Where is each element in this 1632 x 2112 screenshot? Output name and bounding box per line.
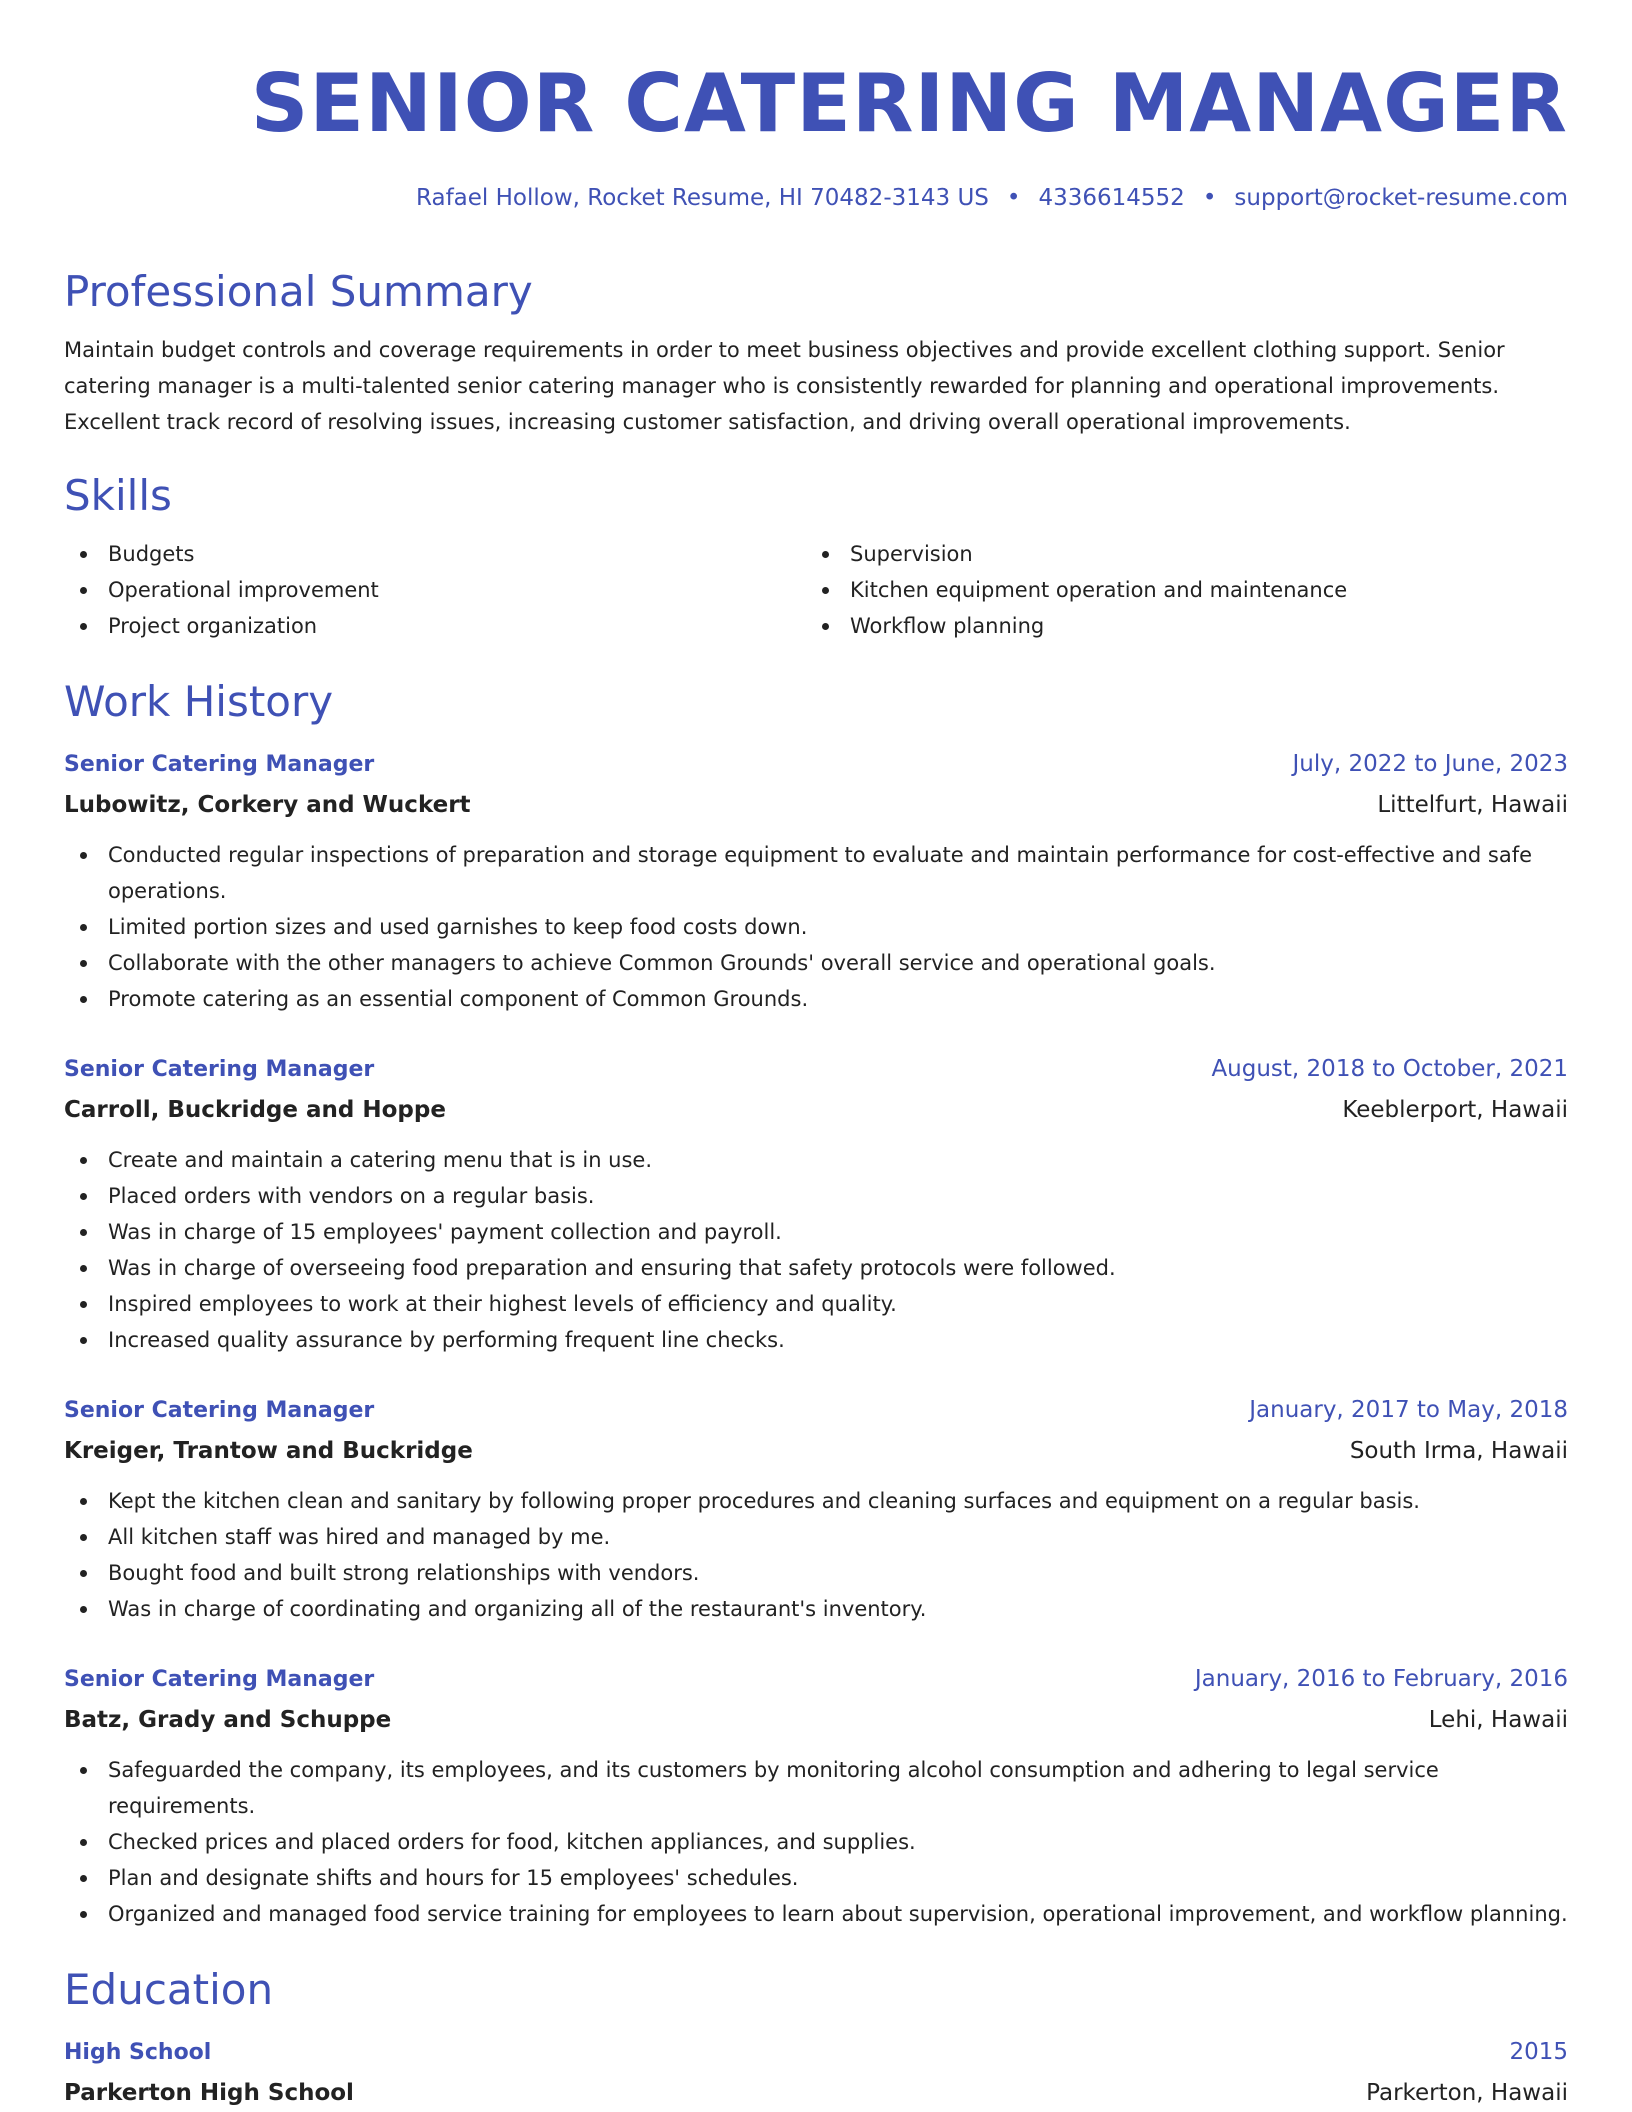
job-entry <box>64 1392 1568 1627</box>
contact-address: Rafael Hollow, Rocket Resume, HI 70482-3143 US <box>416 185 989 211</box>
job-bullet: Limited portion sizes and used garnishes to keep food costs down. <box>64 909 1568 945</box>
job-entry <box>64 1051 1568 1358</box>
job-company: Batz, Grady and Schuppe <box>64 1707 392 1733</box>
job-bullet: Was in charge of overseeing food preparation and ensuring that safety protocols were followed. <box>64 1250 1568 1286</box>
job-title: Senior Catering Manager <box>64 1398 375 1423</box>
job-location: Keeblerport, Hawaii <box>1342 1097 1568 1123</box>
education-heading: Education <box>64 1965 274 2014</box>
education-location: Parkerton, Hawaii <box>1366 2080 1568 2106</box>
job-bullet: Was in charge of 15 employees' payment collection and payroll. <box>64 1214 1568 1250</box>
contact-separator: • <box>1006 185 1021 211</box>
job-bullets <box>64 1752 1568 1932</box>
job-company: Carroll, Buckridge and Hoppe <box>64 1097 446 1123</box>
job-bullet: Checked prices and placed orders for food, kitchen appliances, and supplies. <box>64 1824 1568 1860</box>
job-company: Kreiger, Trantow and Buckridge <box>64 1438 473 1464</box>
job-location: South Irma, Hawaii <box>1349 1438 1568 1464</box>
job-bullets <box>64 1142 1568 1358</box>
job-bullet: Safeguarded the company, its employees, and its customers by monitoring alcohol consumption and adhering to legal service requirements. <box>64 1752 1568 1824</box>
job-bullet: Bought food and built strong relationships with vendors. <box>64 1555 1568 1591</box>
education-school: Parkerton High School <box>64 2080 354 2106</box>
job-bullet: Plan and designate shifts and hours for 15 employees' schedules. <box>64 1860 1568 1896</box>
resume-page <box>64 0 1568 2111</box>
job-dates: January, 2016 to February, 2016 <box>1194 1666 1568 1692</box>
job-bullet: Promote catering as an essential component of Common Grounds. <box>64 981 1568 1017</box>
summary-heading: Professional Summary <box>64 267 533 316</box>
job-dates: January, 2017 to May, 2018 <box>1249 1397 1568 1423</box>
skills-heading: Skills <box>64 471 172 520</box>
work-history-heading: Work History <box>64 677 334 726</box>
skill-item: Operational improvement <box>64 572 806 608</box>
job-title: Senior Catering Manager <box>64 1667 375 1692</box>
education-year: 2015 <box>1509 2039 1568 2065</box>
job-bullet: Conducted regular inspections of preparation and storage equipment to evaluate and maintain performance for cost-effective and safe operations. <box>64 837 1568 909</box>
job-title: Senior Catering Manager <box>64 752 375 777</box>
contact-separator: • <box>1202 185 1217 211</box>
skill-item: Supervision <box>806 536 1548 572</box>
job-entry <box>64 1661 1568 1932</box>
education-degree: High School <box>64 2040 212 2065</box>
skill-item: Project organization <box>64 608 806 644</box>
job-title: Senior Catering Manager <box>64 1057 375 1082</box>
skill-item: Workflow planning <box>806 608 1548 644</box>
job-bullet: Kept the kitchen clean and sanitary by following proper procedures and cleaning surfaces and equipment on a regular basis. <box>64 1483 1568 1519</box>
job-bullets <box>64 837 1568 1017</box>
job-bullet: Increased quality assurance by performing frequent line checks. <box>64 1322 1568 1358</box>
education-entry <box>64 2034 1568 2111</box>
job-dates: August, 2018 to October, 2021 <box>1211 1056 1568 1082</box>
job-location: Lehi, Hawaii <box>1428 1707 1568 1733</box>
contact-email: support@rocket-resume.com <box>1234 185 1568 211</box>
summary-text: Maintain budget controls and coverage requirements in order to meet business objectives and provide excellent clothing support. Senior catering manager is a multi-talented senior catering manager who is consistently rewarded for planning and operational improvements. Excellent track record of resolving issues, increasing customer satisfaction, and driving overall operational improvements. <box>64 338 1505 434</box>
skills-list <box>64 536 1568 644</box>
resume-title: SENIOR CATERING MANAGER <box>250 57 1568 150</box>
job-bullet: Organized and managed food service training for employees to learn about supervision, operational improvement, and workflow planning. <box>64 1896 1568 1932</box>
job-bullet: Create and maintain a catering menu that is in use. <box>64 1142 1568 1178</box>
skills-column-left <box>64 536 806 644</box>
job-company: Lubowitz, Corkery and Wuckert <box>64 792 471 818</box>
skill-item: Budgets <box>64 536 806 572</box>
job-bullet: Inspired employees to work at their highest levels of efficiency and quality. <box>64 1286 1568 1322</box>
job-entry <box>64 746 1568 1017</box>
job-bullet: Was in charge of coordinating and organizing all of the restaurant's inventory. <box>64 1591 1568 1627</box>
contact-phone: 4336614552 <box>1038 185 1185 211</box>
job-bullet: Collaborate with the other managers to achieve Common Grounds' overall service and operational goals. <box>64 945 1568 981</box>
skill-item: Kitchen equipment operation and maintenance <box>806 572 1548 608</box>
job-bullet: Placed orders with vendors on a regular basis. <box>64 1178 1568 1214</box>
job-bullets <box>64 1483 1568 1627</box>
job-dates: July, 2022 to June, 2023 <box>1292 751 1568 777</box>
contact-line <box>64 182 1568 214</box>
skills-column-right <box>806 536 1548 644</box>
job-bullet: All kitchen staff was hired and managed by me. <box>64 1519 1568 1555</box>
job-location: Littelfurt, Hawaii <box>1377 792 1568 818</box>
